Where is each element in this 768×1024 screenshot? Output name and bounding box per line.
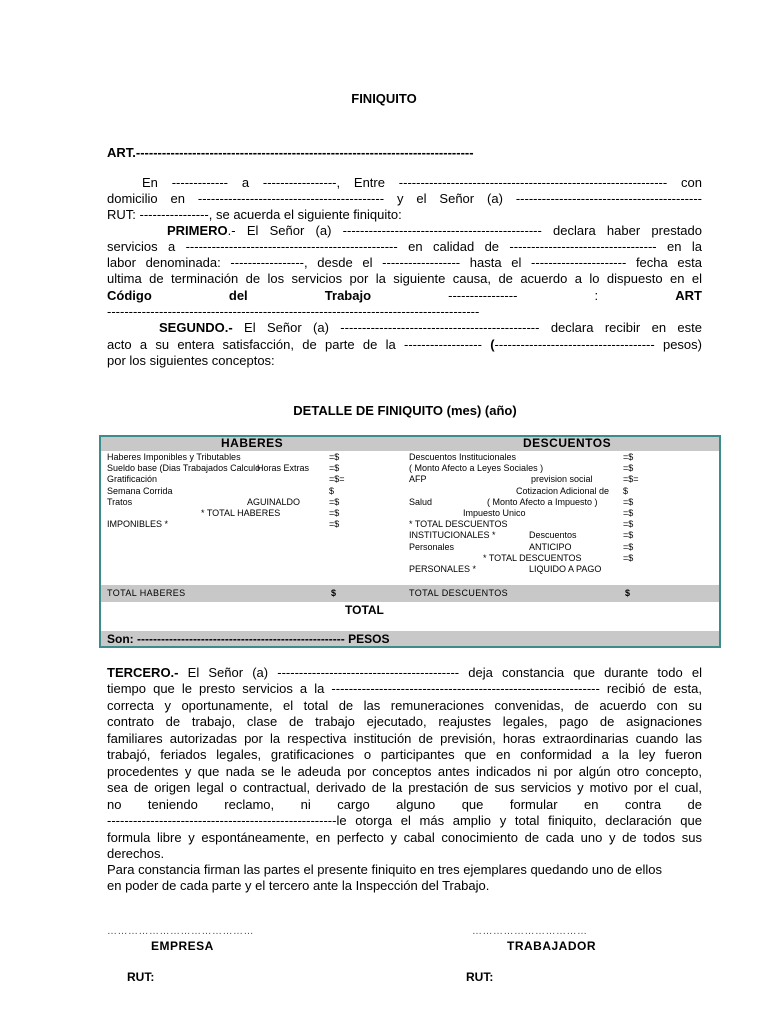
tercero-line: familiares autorizadas por la respectiva institución de previsión, horas extraordinarias cuando las	[107, 730, 702, 746]
primero-line-4: ultima de terminación de los servicios por la siguiente causa, de acuerdo a lo dispuesto en el	[107, 271, 702, 286]
codigo-word: Código	[107, 288, 152, 303]
codigo-colon: :	[594, 288, 599, 303]
constancia-line-1: Para constancia firman las partes el presente finiquito en tres ejemplares quedando uno de ellos	[107, 862, 663, 877]
primero-label: PRIMERO	[167, 223, 228, 238]
segundo-line-3: por los siguientes conceptos:	[107, 353, 275, 368]
haberes-row-label: Sueldo base (Dias Trabajados Calculo	[107, 463, 261, 474]
descuentos-row-detail: Cotizacion Adicional de	[516, 485, 610, 496]
segundo-first-line	[159, 320, 702, 337]
document-title: FINIQUITO	[351, 91, 417, 106]
haberes-row-value: =$	[329, 452, 340, 462]
constancia-line-2: en poder de cada parte y el tercero ante la Inspección del Trabajo.	[107, 878, 490, 893]
descuentos-row-value: =$	[623, 552, 634, 563]
detalle-title: DETALLE DE FINIQUITO (mes) (año)	[293, 403, 517, 418]
haberes-header: HABERES	[221, 436, 284, 450]
tercero-line: no teniendo reclamo, ni cargo alguno que formular en contra de	[107, 796, 702, 812]
segundo-paren: (	[490, 337, 495, 352]
haberes-row-value: =$	[329, 463, 340, 474]
segundo-label: SEGUNDO.-	[159, 320, 233, 335]
descuentos-row-detail: Impuesto Unico	[463, 508, 526, 518]
segundo-line-2c: ------------------------------------- pesos)	[494, 337, 702, 352]
descuentos-row-label: INSTITUCIONALES *	[409, 530, 496, 541]
descuentos-row-value: =$	[623, 530, 634, 541]
tercero-first-text: El Señor (a) ------------------------------------------ deja constancia que durante todo el	[178, 665, 702, 680]
descuentos-row-detail: ANTICIPO	[529, 541, 572, 552]
descuentos-row-value: =$	[623, 508, 634, 518]
haberes-row-value: $	[329, 485, 335, 496]
primero-line-2: servicios a ------------------------------------------------- en calidad de ---------------------------------- en la	[107, 239, 702, 254]
haberes-row-label: Gratificación	[107, 474, 158, 485]
intro-line-3: RUT: ----------------, se acuerda el siguiente finiquito:	[107, 207, 402, 222]
total-descuentos-label: TOTAL DESCUENTOS	[409, 588, 509, 598]
total-label: TOTAL	[345, 603, 384, 617]
haberes-row-detail: Horas Extras	[257, 463, 310, 474]
tercero-line: tiempo que le presto servicios a la -------------------------------------------------------------- recibió de esta,	[107, 681, 702, 696]
haberes-row-label: Haberes Imponibles y Tributables	[107, 452, 241, 462]
son-line: Son: ---------------------------------------------------- PESOS	[107, 632, 390, 646]
primero-first-text: .- El Señor (a) ---------------------------------------------- declara haber prestado	[227, 223, 702, 238]
total-descuentos-value: $	[625, 588, 631, 598]
empresa-rut-label: RUT:	[127, 970, 155, 984]
empresa-label: EMPRESA	[151, 939, 214, 953]
descuentos-row-value: =$	[623, 463, 634, 474]
segundo-line-2a: acto a su entera satisfacción, de parte de la ------------------	[107, 337, 491, 352]
haberes-row-value: =$	[329, 519, 340, 530]
segundo-first-text: El Señor (a) ---------------------------------------------- declara recibir en este	[232, 320, 702, 335]
descuentos-row-value: =$	[623, 452, 634, 462]
descuentos-row-label: Salud	[409, 496, 433, 507]
segundo-line-2	[107, 337, 702, 354]
tercero-label: TERCERO.-	[107, 665, 179, 680]
descuentos-row-detail: Descuentos	[529, 530, 577, 541]
tercero-first-line	[107, 665, 702, 682]
tercero-line: procedentes y que nada se le adeuda por conceptos antes indicados ni por algún otro concepto,	[107, 763, 702, 779]
empresa-signature-line: ……………………………………	[107, 926, 254, 937]
descuentos-row-detail: ( Monto Afecto a Impuesto )	[487, 496, 598, 507]
descuentos-row-detail: prevision social	[531, 474, 593, 485]
haberes-row-detail: AGUINALDO	[247, 496, 301, 507]
del-word: del	[228, 288, 248, 303]
trabajo-word: Trabajo	[324, 288, 372, 303]
descuentos-row-label: Personales	[409, 541, 455, 552]
art-word: ART	[675, 288, 702, 303]
intro-line-2: domicilio en ------------------------------------------- y el Señor (a) -------------------------------------------	[107, 191, 702, 206]
primero-dash-line: --------------------------------------------------------------------------------------	[107, 304, 480, 319]
total-haberes-value: $	[331, 588, 337, 598]
haberes-row-value: =$	[329, 496, 340, 507]
tercero-last-line: derechos.	[107, 846, 165, 861]
descuentos-header: DESCUENTOS	[523, 436, 612, 450]
descuentos-row-label: AFP	[409, 474, 427, 485]
table-header-band	[101, 437, 719, 451]
art-line: ART.------------------------------------------------------------------------------	[107, 145, 474, 160]
descuentos-row-label: * TOTAL DESCUENTOS	[409, 519, 508, 530]
primero-line-3: labor denominada: -----------------, desde el ------------------ hasta el ---------------------- fecha esta	[107, 255, 702, 270]
trabajador-signature-line: ……………………………	[472, 926, 588, 937]
haberes-row-detail: * TOTAL HABERES	[201, 508, 281, 518]
trabajador-label: TRABAJADOR	[507, 939, 596, 953]
descuentos-row-value: =$	[623, 496, 634, 507]
descuentos-row-label: Descuentos Institucionales	[409, 452, 517, 462]
haberes-row-label: Semana Corrida	[107, 485, 173, 496]
tercero-line: -----------------------------------------------------le otorga el más amplio y total finiquito, declaración que	[107, 813, 702, 828]
descuentos-row-label: ( Monto Afecto a Leyes Sociales )	[409, 463, 544, 474]
tercero-line: formula libre y espontáneamente, en perfecto y cabal conocimiento de cada uno y de todos sus	[107, 829, 702, 845]
descuentos-row-label: PERSONALES *	[409, 564, 477, 574]
codigo-line	[107, 288, 702, 305]
descuentos-row-value: =$	[623, 519, 634, 530]
primero-first-line	[167, 223, 702, 240]
intro-line-1: En ------------- a -----------------, Entre -------------------------------------------------------------- con	[142, 175, 702, 190]
tercero-line: sea de origen legal o contractual, derivado de la prestación de sus servicios y motivo por el cual,	[107, 780, 702, 795]
detalle-table	[99, 435, 721, 648]
total-haberes-label: TOTAL HABERES	[107, 588, 186, 598]
descuentos-row-value: $	[623, 485, 629, 496]
haberes-row-value: =$	[329, 508, 340, 518]
descuentos-row-detail: LIQUIDO A PAGO	[529, 564, 602, 574]
descuentos-row-detail: * TOTAL DESCUENTOS	[483, 552, 582, 563]
codigo-dashes: ----------------	[448, 288, 518, 303]
trabajador-rut-label: RUT:	[466, 970, 494, 984]
haberes-row-label: IMPONIBLES *	[107, 519, 169, 530]
descuentos-row-value: =$	[623, 541, 634, 552]
tercero-line: contrato de trabajo, clase de trabajo ejecutado, reajustes legales, pago de asignaciones	[107, 714, 702, 729]
tercero-line: correcta y oportunamente, el total de las remuneraciones convenidas, de acuerdo con su	[107, 697, 702, 713]
tercero-line: trabajó, feriados legales, gratificaciones o participantes que en conformidad a la ley fueron	[107, 747, 702, 762]
haberes-row-label: Tratos	[107, 496, 133, 507]
haberes-row-value: =$=	[329, 474, 345, 485]
descuentos-row-value: =$=	[623, 474, 639, 485]
